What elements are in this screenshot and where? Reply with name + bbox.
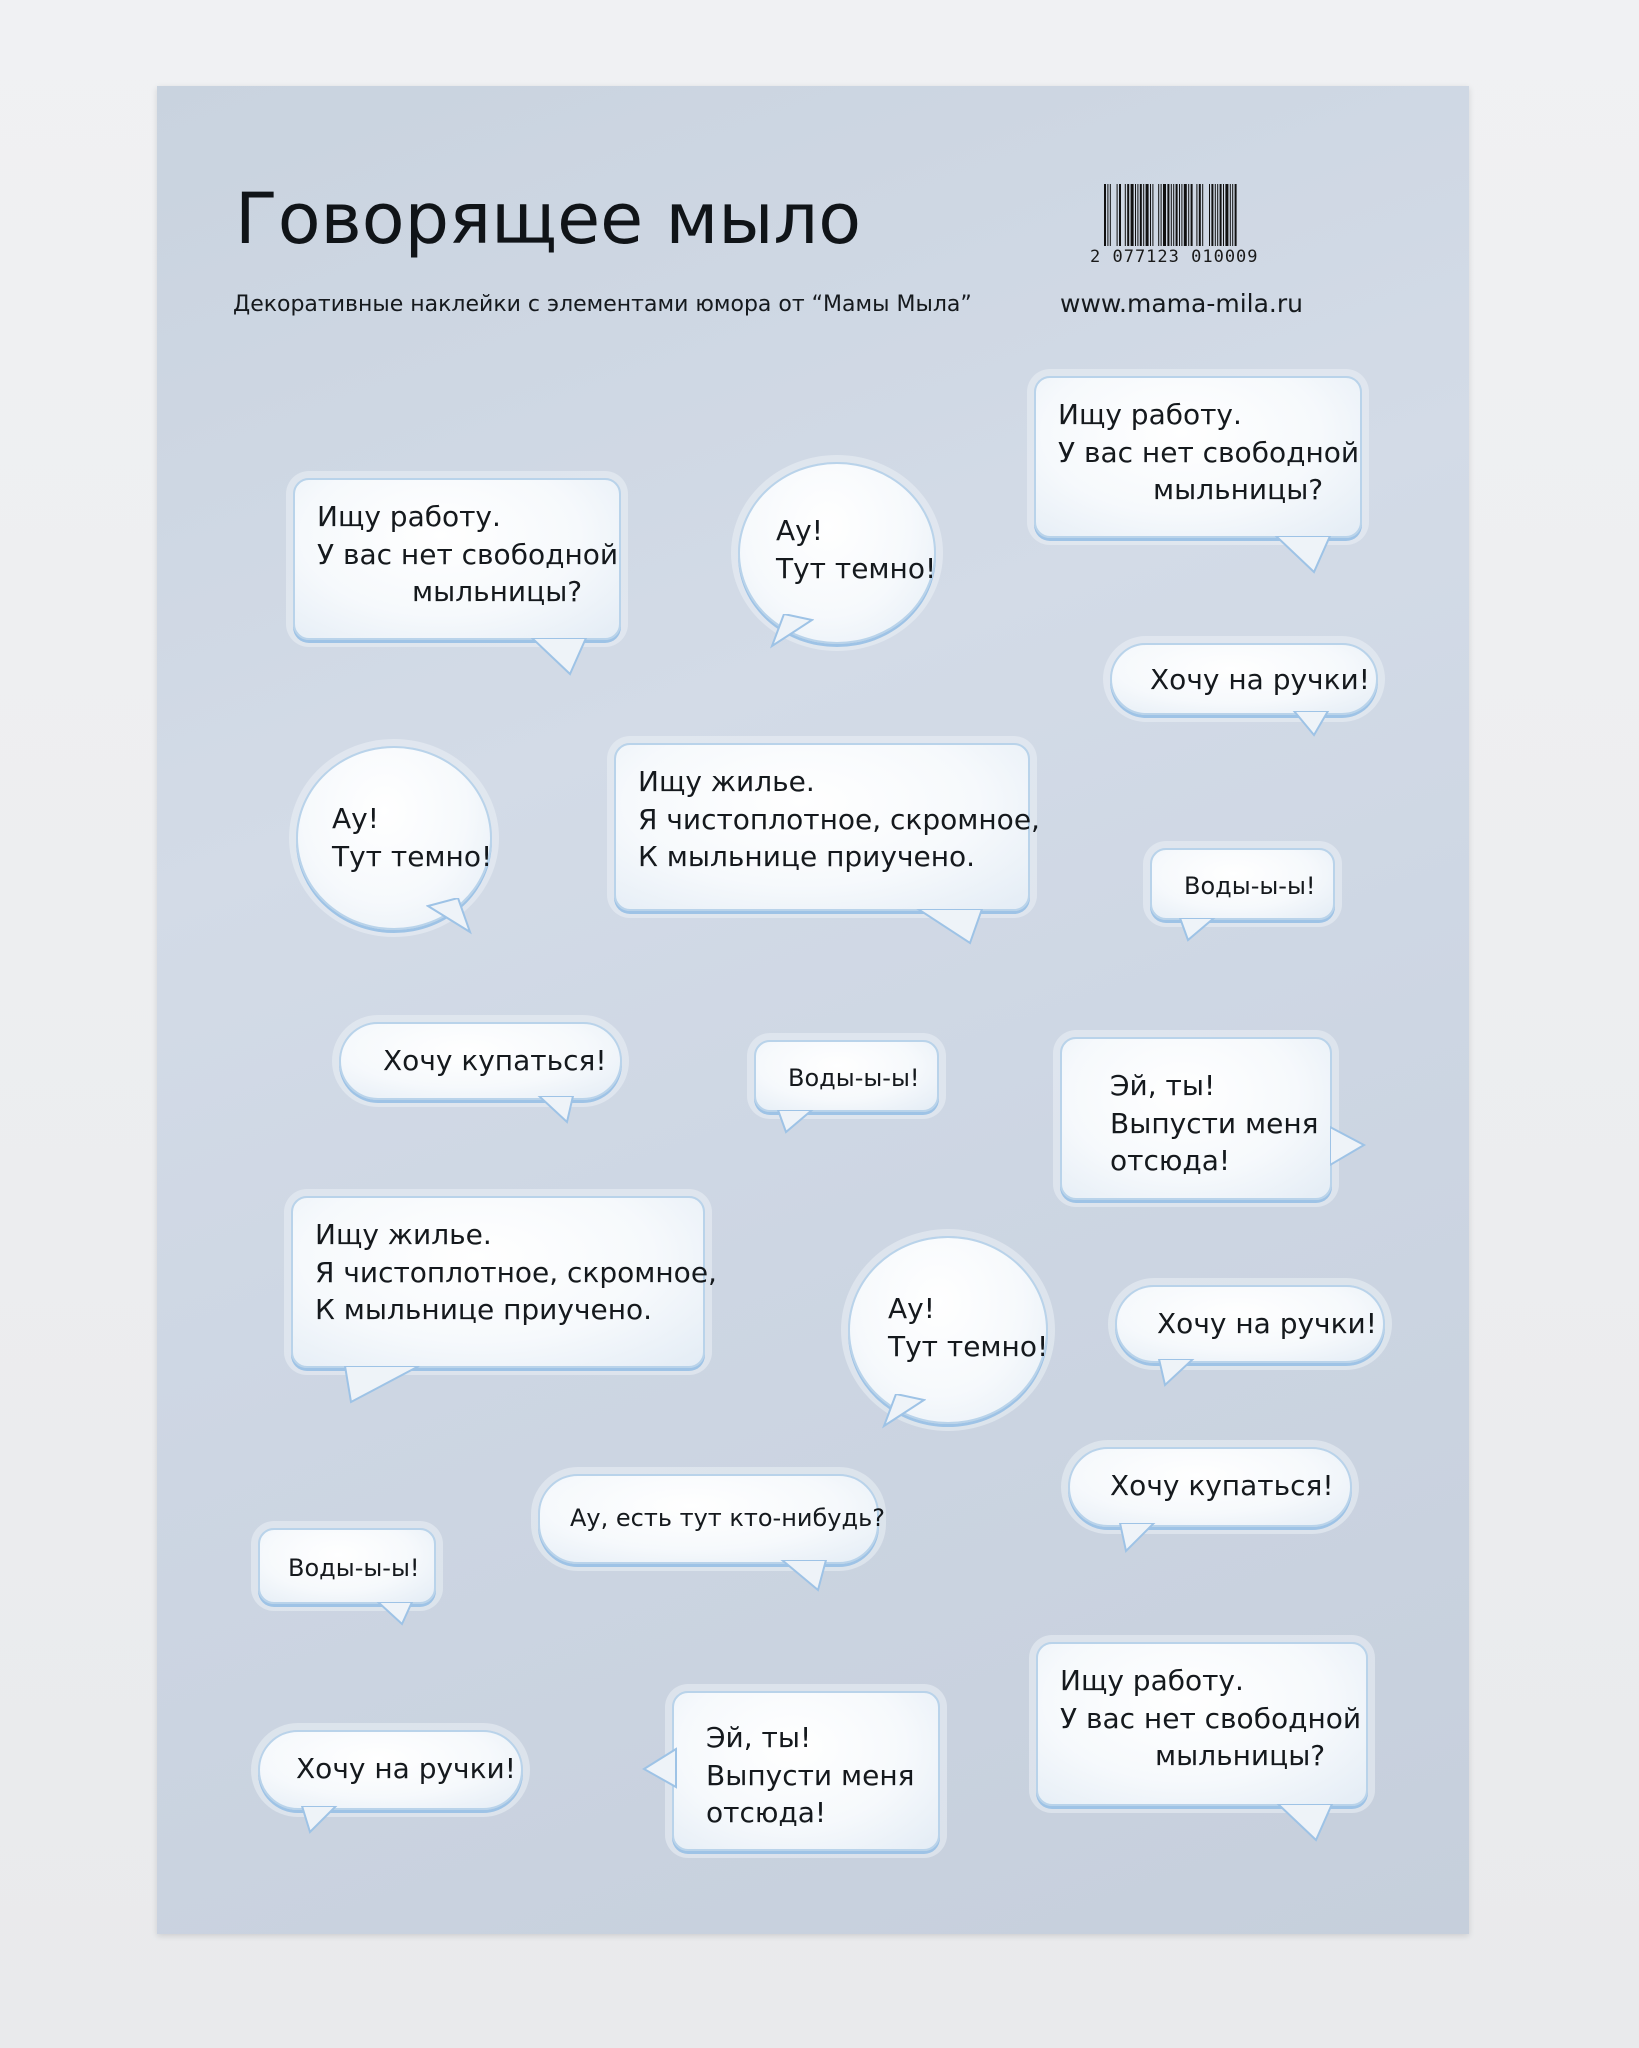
speech-bubble-sticker: [258, 1730, 523, 1810]
sticker-line: Хочу на ручки!: [1150, 663, 1370, 696]
sheet-subtitle: Декоративные наклейки с элементами юмора от “Мамы Мыла”: [233, 292, 972, 317]
speech-bubble-sticker: [1068, 1447, 1352, 1527]
sticker-line: мыльницы?: [1155, 1739, 1326, 1773]
sticker-line: Эй, ты!: [706, 1721, 812, 1754]
sheet-title: Говорящее мыло: [235, 178, 862, 260]
sticker-line: К мыльнице приучено.: [638, 840, 976, 874]
sticker-line: Тут темно!: [888, 1329, 1049, 1363]
sticker-line: У вас нет свободной: [1058, 435, 1360, 469]
sticker-line: Ищу работу.: [1058, 398, 1242, 431]
bubble-tail: [1330, 1125, 1370, 1169]
sticker-line: Воды-ы-ы!: [788, 1064, 920, 1092]
sticker-line: отсюда!: [706, 1796, 827, 1830]
speech-bubble-sticker: [1060, 1037, 1332, 1200]
bubble-tail: [537, 1096, 577, 1128]
speech-bubble-sticker: [339, 1022, 622, 1100]
bubble-tail: [640, 1747, 680, 1791]
sticker-line: У вас нет свободной: [317, 537, 619, 571]
bubble-tail: [1157, 1359, 1197, 1391]
sticker-line: Тут темно!: [776, 551, 937, 585]
barcode-digits: 2 077123 010009: [1090, 247, 1259, 267]
bubble-tail: [1118, 1523, 1158, 1557]
sticker-line: Ищу работу.: [317, 500, 501, 533]
bubble-tail: [376, 1602, 416, 1632]
sticker-line: отсюда!: [1110, 1144, 1231, 1178]
sticker-line: Хочу на ручки!: [1157, 1307, 1377, 1340]
speech-bubble-sticker: [538, 1474, 885, 1564]
bubble-tail: [530, 638, 590, 678]
sticker-line: У вас нет свободной: [1060, 1701, 1362, 1735]
bubble-tail: [300, 1806, 340, 1838]
sticker-line: Ау!: [332, 802, 379, 835]
sticker-line: Тут темно!: [332, 839, 493, 873]
speech-bubble-sticker: [614, 743, 1040, 911]
bubble-tail: [1274, 536, 1334, 576]
sticker-line: Ау!: [776, 514, 823, 547]
speech-bubble-sticker: [1036, 1642, 1368, 1806]
speech-bubble-sticker: [754, 1040, 939, 1112]
bubble-tail: [876, 1394, 926, 1434]
speech-bubble-sticker: [672, 1691, 940, 1851]
bubble-tail: [916, 909, 986, 949]
sticker-line: Ищу жилье.: [638, 765, 815, 798]
speech-bubble-sticker: [1150, 848, 1335, 920]
sticker-line: Воды-ы-ы!: [1184, 872, 1316, 900]
speech-bubble-sticker: [738, 462, 936, 644]
speech-bubble-sticker: [293, 478, 621, 640]
website-url: www.mama-mila.ru: [1060, 289, 1303, 318]
sticker-line: Ау!: [888, 1292, 935, 1325]
sticker-line: Выпусти меня: [706, 1758, 915, 1792]
sticker-line: Хочу на ручки!: [296, 1752, 516, 1785]
sticker-line: Я чистоплотное, скромное,: [638, 802, 1040, 836]
bubble-tail: [1292, 711, 1332, 741]
speech-bubble-sticker: [296, 746, 492, 930]
bubble-tail: [426, 898, 476, 938]
bubble-tail: [776, 1110, 816, 1140]
bubble-tail: [343, 1366, 423, 1406]
sticker-line: Выпусти меня: [1110, 1106, 1319, 1140]
sticker-line: Эй, ты!: [1110, 1069, 1216, 1102]
bubble-tail: [780, 1560, 830, 1596]
bubble-tail: [764, 614, 814, 654]
sticker-line: мыльницы?: [1153, 473, 1324, 507]
speech-bubble-sticker: [258, 1528, 436, 1604]
speech-bubble-sticker: [291, 1196, 717, 1368]
sticker-line: Я чистоплотное, скромное,: [315, 1255, 717, 1289]
sticker-line: К мыльнице приучено.: [315, 1293, 653, 1327]
sticker-line: Ищу работу.: [1060, 1664, 1244, 1697]
bubble-tail: [1276, 1804, 1336, 1844]
sticker-line: Хочу купаться!: [383, 1044, 607, 1077]
speech-bubble-sticker: [1110, 643, 1378, 715]
bubble-tail: [1178, 918, 1218, 948]
speech-bubble-sticker: [848, 1236, 1048, 1424]
sticker-line: Ау, есть тут кто-нибудь?: [570, 1504, 885, 1532]
sticker-line: Воды-ы-ы!: [288, 1554, 420, 1582]
sticker-line: мыльницы?: [412, 575, 583, 609]
sticker-line: Ищу жилье.: [315, 1218, 492, 1251]
speech-bubble-sticker: [1115, 1285, 1385, 1363]
speech-bubble-sticker: [1034, 376, 1362, 538]
sticker-line: Хочу купаться!: [1110, 1469, 1334, 1502]
